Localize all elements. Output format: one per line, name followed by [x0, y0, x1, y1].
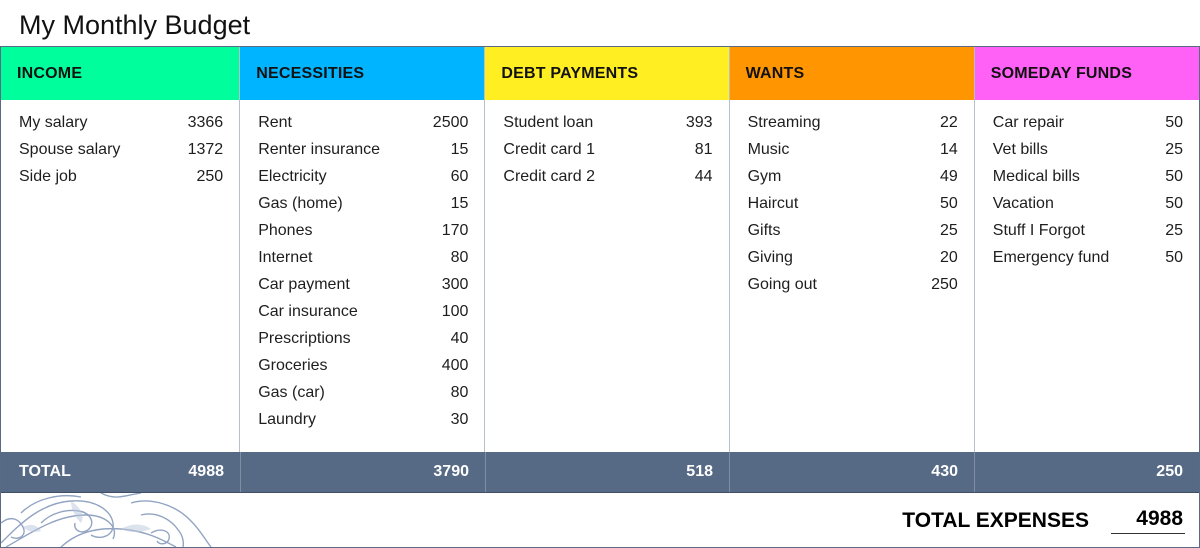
budget-item-row: [19, 166, 223, 193]
item-label: Renter insurance: [258, 141, 381, 158]
total-value: 3790: [433, 463, 469, 480]
budget-item-row: [993, 166, 1183, 193]
item-value: 30: [450, 411, 469, 428]
item-value: 50: [1165, 249, 1184, 266]
budget-item-row: [258, 220, 468, 247]
budget-item-row: [503, 166, 712, 193]
item-label: Student loan: [503, 114, 594, 131]
item-value: 14: [939, 141, 958, 158]
item-value: 25: [939, 222, 958, 239]
item-label: Electricity: [258, 168, 327, 185]
budget-item-row: [993, 193, 1183, 220]
page-title: My Monthly Budget: [19, 10, 251, 40]
filigree-ornament-icon: [1, 493, 216, 547]
total-cell-income: [1, 452, 240, 492]
item-label: Vet bills: [992, 141, 1048, 158]
item-label: Spouse salary: [19, 141, 121, 158]
item-label: Music: [747, 141, 790, 158]
total-value: 430: [931, 463, 958, 480]
budget-item-row: [19, 112, 223, 139]
item-label: Gifts: [747, 222, 781, 239]
item-value: 15: [450, 195, 469, 212]
total-label: TOTAL: [19, 463, 71, 480]
footer: [1, 493, 1199, 547]
budget-item-row: [748, 220, 958, 247]
item-value: 300: [441, 276, 469, 293]
column-items-income: [1, 100, 239, 193]
budget-item-row: [748, 139, 958, 166]
item-label: Gym: [747, 168, 782, 185]
item-label: Gas (home): [258, 195, 343, 212]
item-value: 22: [939, 114, 958, 131]
item-label: Medical bills: [992, 168, 1080, 185]
item-value: 2500: [432, 114, 469, 131]
total-cell-necessities: [240, 452, 485, 492]
item-label: Groceries: [258, 357, 328, 374]
budget-item-row: [258, 166, 468, 193]
item-value: 50: [939, 195, 958, 212]
budget-item-row: [258, 193, 468, 220]
column-header-debt: DEBT PAYMENTS: [485, 47, 728, 100]
column-header-necessities: NECESSITIES: [240, 47, 484, 100]
item-label: Rent: [258, 114, 292, 131]
budget-columns: [1, 47, 1199, 452]
column-items-someday: [975, 100, 1199, 274]
item-label: Prescriptions: [258, 330, 351, 347]
item-value: 50: [1165, 114, 1184, 131]
budget-item-row: [258, 301, 468, 328]
item-label: Emergency fund: [992, 249, 1110, 266]
budget-item-row: [748, 166, 958, 193]
budget-item-row: [258, 139, 468, 166]
item-label: Internet: [258, 249, 313, 266]
column-header-income: INCOME: [1, 47, 239, 100]
item-value: 100: [441, 303, 469, 320]
item-label: Stuff I Forgot: [992, 222, 1085, 239]
total-cell-wants: [729, 452, 974, 492]
budget-item-row: [748, 274, 958, 301]
item-label: My salary: [19, 114, 88, 131]
item-label: Laundry: [258, 411, 317, 428]
budget-item-row: [993, 247, 1183, 274]
item-value: 250: [196, 168, 224, 185]
column-income: [1, 47, 239, 452]
column-header-someday: SOMEDAY FUNDS: [975, 47, 1199, 100]
item-value: 25: [1165, 222, 1184, 239]
item-label: Giving: [747, 249, 793, 266]
item-value: 81: [694, 141, 713, 158]
item-value: 50: [1165, 195, 1184, 212]
item-value: 50: [1165, 168, 1184, 185]
item-value: 44: [694, 168, 713, 185]
totals-bar: [1, 452, 1199, 493]
budget-item-row: [503, 139, 712, 166]
item-value: 40: [450, 330, 469, 347]
item-label: Credit card 2: [503, 168, 595, 185]
item-label: Vacation: [992, 195, 1054, 212]
item-value: 80: [450, 249, 469, 266]
total-value: 4988: [188, 463, 224, 480]
column-header-wants: WANTS: [730, 47, 974, 100]
item-value: 393: [685, 114, 713, 131]
column-wants: [729, 47, 974, 452]
item-value: 49: [939, 168, 958, 185]
item-label: Side job: [19, 168, 77, 185]
total-expenses-label: TOTAL EXPENSES: [902, 508, 1089, 532]
item-value: 250: [931, 276, 958, 293]
item-label: Streaming: [747, 114, 821, 131]
column-items-debt: [485, 100, 728, 193]
budget-item-row: [748, 247, 958, 274]
budget-item-row: [258, 112, 468, 139]
budget-item-row: [258, 355, 468, 382]
budget-item-row: [503, 112, 712, 139]
item-label: Car insurance: [258, 303, 358, 320]
budget-item-row: [993, 139, 1183, 166]
item-label: Car payment: [258, 276, 350, 293]
budget-item-row: [993, 112, 1183, 139]
item-label: Car repair: [992, 114, 1064, 131]
budget-item-row: [258, 409, 468, 436]
column-necessities: [239, 47, 484, 452]
budget-item-row: [258, 382, 468, 409]
column-items-wants: [730, 100, 974, 301]
budget-sheet: [0, 46, 1200, 548]
column-debt: [484, 47, 728, 452]
item-value: 20: [939, 249, 958, 266]
total-expenses: [902, 507, 1185, 534]
total-expenses-value: 4988: [1111, 507, 1185, 534]
budget-item-row: [748, 193, 958, 220]
budget-item-row: [748, 112, 958, 139]
item-value: 60: [450, 168, 469, 185]
item-label: Phones: [258, 222, 313, 239]
item-value: 25: [1165, 141, 1184, 158]
total-value: 518: [686, 463, 713, 480]
item-value: 3366: [187, 114, 224, 131]
item-label: Going out: [747, 276, 817, 293]
total-cell-someday: [974, 452, 1199, 492]
item-label: Haircut: [747, 195, 799, 212]
total-cell-debt: [485, 452, 729, 492]
item-label: Gas (car): [258, 384, 325, 401]
budget-item-row: [19, 139, 223, 166]
item-value: 1372: [187, 141, 224, 158]
item-label: Credit card 1: [503, 141, 595, 158]
column-items-necessities: [240, 100, 484, 436]
item-value: 170: [441, 222, 469, 239]
item-value: 400: [441, 357, 469, 374]
budget-item-row: [258, 247, 468, 274]
item-value: 80: [450, 384, 469, 401]
budget-item-row: [993, 220, 1183, 247]
total-value: 250: [1156, 463, 1183, 480]
item-value: 15: [450, 141, 469, 158]
column-someday: [974, 47, 1199, 452]
budget-item-row: [258, 328, 468, 355]
budget-item-row: [258, 274, 468, 301]
